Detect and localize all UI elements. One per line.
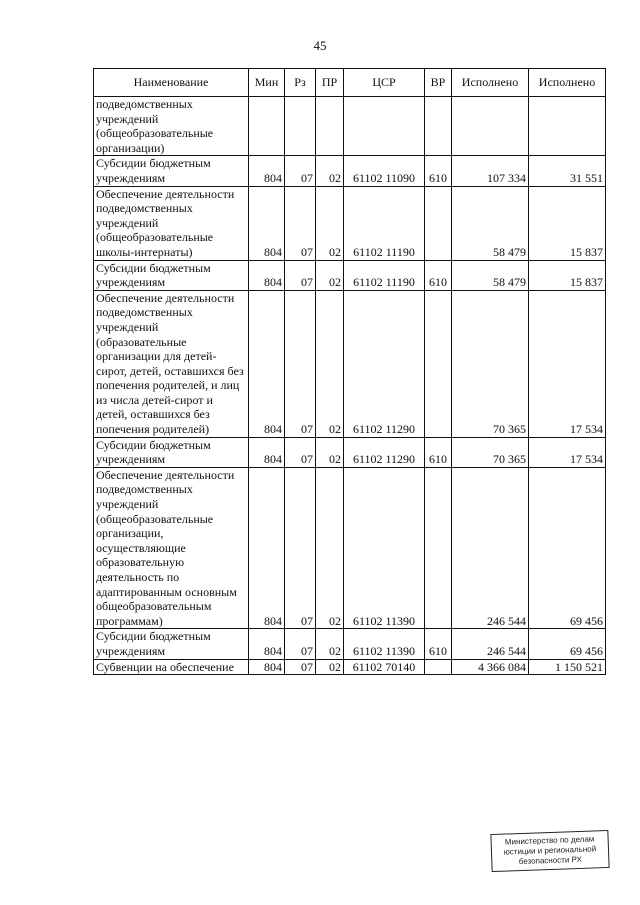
cell-pr: 02 — [316, 629, 344, 659]
cell-vr — [425, 290, 452, 437]
cell-vr: 610 — [425, 260, 452, 290]
table-row — [94, 97, 606, 156]
header-min: Мин — [249, 69, 285, 97]
cell-pr: 02 — [316, 290, 344, 437]
cell-csr: 61102 11190 — [344, 186, 425, 260]
cell-executed-2: 15 837 — [529, 186, 606, 260]
cell-rz: 07 — [285, 629, 316, 659]
cell-vr: 610 — [425, 629, 452, 659]
cell-name: Субсидии бюджетным учреждениям — [94, 437, 249, 467]
cell-executed-1: 246 544 — [452, 629, 529, 659]
cell-executed-1: 58 479 — [452, 186, 529, 260]
header-executed-2: Исполнено — [529, 69, 606, 97]
cell-vr: 610 — [425, 156, 452, 186]
header-csr: ЦСР — [344, 69, 425, 97]
cell-rz: 07 — [285, 156, 316, 186]
cell-name: Субвенции на обеспечение — [94, 659, 249, 675]
cell-min: 804 — [249, 260, 285, 290]
header-vr: ВР — [425, 69, 452, 97]
stamp-line-2: юстиции и региональной — [503, 844, 597, 857]
table-row — [94, 659, 606, 675]
table-row — [94, 290, 606, 437]
cell-min: 804 — [249, 629, 285, 659]
stamp-line-3: безопасности РХ — [518, 854, 583, 867]
table-row — [94, 437, 606, 467]
cell-name: Обеспечение деятельности подведомственных учреждений (общеобразовательные школы-интернаты) — [94, 186, 249, 260]
cell-csr: 61102 70140 — [344, 659, 425, 675]
cell-min: 804 — [249, 467, 285, 629]
cell-vr — [425, 467, 452, 629]
cell-pr: 02 — [316, 186, 344, 260]
cell-rz: 07 — [285, 186, 316, 260]
header-executed-1: Исполнено — [452, 69, 529, 97]
cell-pr: 02 — [316, 659, 344, 675]
cell-executed-2: 1 150 521 — [529, 659, 606, 675]
cell-name: Субсидии бюджетным учреждениям — [94, 156, 249, 186]
cell-executed-2: 15 837 — [529, 260, 606, 290]
page-number: 45 — [313, 38, 327, 53]
cell-pr: 02 — [316, 437, 344, 467]
cell-name: подведомственных учреждений (общеобразовательные организации) — [94, 97, 249, 156]
cell-executed-2: 17 534 — [529, 290, 606, 437]
cell-executed-1: 107 334 — [452, 156, 529, 186]
cell-csr: 61102 11090 — [344, 156, 425, 186]
cell-name: Обеспечение деятельности подведомственных учреждений (образовательные организации для детей-сирот, детей, оставшихся без попечения родителей, и лиц из числа детей-сирот и детей, оставшихся без попечения родителей) — [94, 290, 249, 437]
cell-executed-1: 246 544 — [452, 467, 529, 629]
table-row — [94, 260, 606, 290]
cell-executed-2: 31 551 — [529, 156, 606, 186]
cell-pr — [316, 97, 344, 156]
cell-executed-1: 70 365 — [452, 437, 529, 467]
cell-name: Субсидии бюджетным учреждениям — [94, 260, 249, 290]
cell-executed-1: 4 366 084 — [452, 659, 529, 675]
cell-rz: 07 — [285, 260, 316, 290]
cell-executed-1: 70 365 — [452, 290, 529, 437]
header-rz: Рз — [285, 69, 316, 97]
table-row — [94, 156, 606, 186]
cell-pr: 02 — [316, 467, 344, 629]
cell-csr: 61102 11190 — [344, 260, 425, 290]
header-pr: ПР — [316, 69, 344, 97]
cell-executed-1: 58 479 — [452, 260, 529, 290]
cell-vr — [425, 659, 452, 675]
cell-pr: 02 — [316, 156, 344, 186]
cell-min: 804 — [249, 437, 285, 467]
cell-executed-1 — [452, 97, 529, 156]
cell-name: Субсидии бюджетным учреждениям — [94, 629, 249, 659]
cell-rz: 07 — [285, 437, 316, 467]
cell-vr — [425, 186, 452, 260]
cell-min: 804 — [249, 290, 285, 437]
stamp-line-1: Министерство по делам — [504, 834, 595, 847]
cell-rz: 07 — [285, 467, 316, 629]
cell-csr: 61102 11290 — [344, 290, 425, 437]
cell-csr: 61102 11390 — [344, 467, 425, 629]
table-row — [94, 629, 606, 659]
cell-csr — [344, 97, 425, 156]
cell-name: Обеспечение деятельности подведомственных учреждений (общеобразовательные организации, осуществляющие образовательную деятельность по адаптированным основным общеобразовательным программам) — [94, 467, 249, 629]
header-name: Наименование — [94, 69, 249, 97]
cell-rz: 07 — [285, 290, 316, 437]
table-row — [94, 467, 606, 629]
cell-vr: 610 — [425, 437, 452, 467]
budget-table — [93, 68, 606, 675]
ministry-stamp — [490, 830, 609, 872]
cell-min: 804 — [249, 156, 285, 186]
cell-executed-2: 69 456 — [529, 467, 606, 629]
cell-executed-2 — [529, 97, 606, 156]
cell-executed-2: 17 534 — [529, 437, 606, 467]
cell-min — [249, 97, 285, 156]
cell-csr: 61102 11290 — [344, 437, 425, 467]
table-header-row — [94, 69, 606, 97]
cell-rz: 07 — [285, 659, 316, 675]
cell-pr: 02 — [316, 260, 344, 290]
cell-vr — [425, 97, 452, 156]
cell-min: 804 — [249, 659, 285, 675]
cell-rz — [285, 97, 316, 156]
cell-executed-2: 69 456 — [529, 629, 606, 659]
cell-csr: 61102 11390 — [344, 629, 425, 659]
table-row — [94, 186, 606, 260]
cell-min: 804 — [249, 186, 285, 260]
